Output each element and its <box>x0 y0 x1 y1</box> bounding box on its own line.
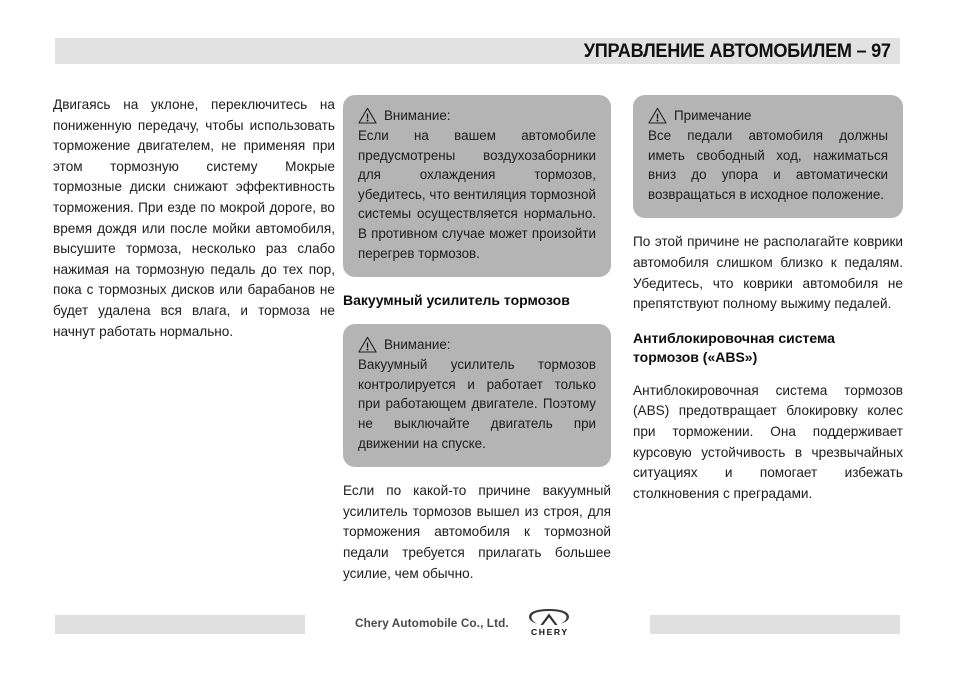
page-header-band <box>55 38 900 64</box>
middle-paragraph-1: Если по какой-то причине вакуумный усилитель тормозов вышел из строя, для торможения автомобиля к тормозной педали требуется прилагать большее усилие, чем обычно. <box>343 483 611 581</box>
left-paragraph-1: Двигаясь на уклоне, переключитесь на пониженную передачу, чтобы использовать торможение двигателем, не применяя при этом тормозную систему Мокрые тормозные диски снижают эффективность торможения. При езде по мокрой дороге, во время дождя или после мойки автомобиля, высушите тормоза, несколько раз слабо нажимая на тормозную педаль до тех пор, пока с тормозных дисков или барабанов не будет удалена вся влага, и тормоза не начнут работать нормально. <box>53 97 335 339</box>
chery-emblem-icon <box>526 608 572 628</box>
note-callout-pedals <box>633 95 903 218</box>
middle-column <box>343 95 611 598</box>
warning-triangle-icon <box>648 107 667 124</box>
footer-company-name: Chery Automobile Co., Ltd. <box>355 615 509 630</box>
chery-wordmark: CHERY <box>530 627 569 637</box>
callout-title-text: Внимание: <box>384 337 451 353</box>
left-column <box>53 95 335 356</box>
right-paragraph-2: Антиблокировочная система тормозов (ABS) предотвращает блокировку колес при торможении. Она поддерживает курсовую устойчивость в чрезвычайных ситуациях и помогает избежать столкновения с преградами. <box>633 382 903 501</box>
right-paragraph-1: По этой причине не располагайте коврики автомобиля слишком близко к педалям. Убедитесь, что коврики автомобиля не препятствуют полному выжиму педалей. <box>633 234 903 312</box>
warning-triangle-icon <box>358 107 377 124</box>
footer-bar-right <box>650 615 900 634</box>
callout-title-row <box>358 107 596 125</box>
callout-title-text: Примечание <box>674 108 752 123</box>
page-title: УПРАВЛЕНИЕ АВТОМОБИЛЕМ – 97 <box>583 40 891 62</box>
footer-branding <box>355 608 605 637</box>
footer-bar-left <box>55 615 305 634</box>
section-heading-vacuum-booster: Вакуумный усилитель тормозов <box>343 292 570 309</box>
callout-body-text: Все педали автомобиля должны иметь свободный ход, нажиматься вниз до упора и автоматически возвращаться в исходное положение. <box>648 128 888 202</box>
callout-title-row <box>358 336 596 354</box>
callout-body-text: Вакуумный усилитель тормозов контролируется и работает только при работающем двигателе. Поэтому не выключайте двигатель при движении на спуске. <box>358 357 596 451</box>
callout-title-text: Внимание: <box>384 108 451 123</box>
callout-body-text: Если на вашем автомобиле предусмотрены воздухозаборники для охлаждения тормозов, убедитесь, что вентиляция тормозной системы осуществляется нормально. В противном случае может произойти перегрев тормозов. <box>358 128 596 261</box>
right-column <box>633 95 903 518</box>
warning-callout-brake-cooling <box>343 95 611 277</box>
chery-logo <box>523 608 575 637</box>
warning-triangle-icon <box>358 336 377 353</box>
warning-callout-vacuum-booster <box>343 324 611 467</box>
section-heading-abs: Антиблокировочная система тормозов («ABS») <box>633 329 835 365</box>
callout-title-row <box>648 107 888 125</box>
